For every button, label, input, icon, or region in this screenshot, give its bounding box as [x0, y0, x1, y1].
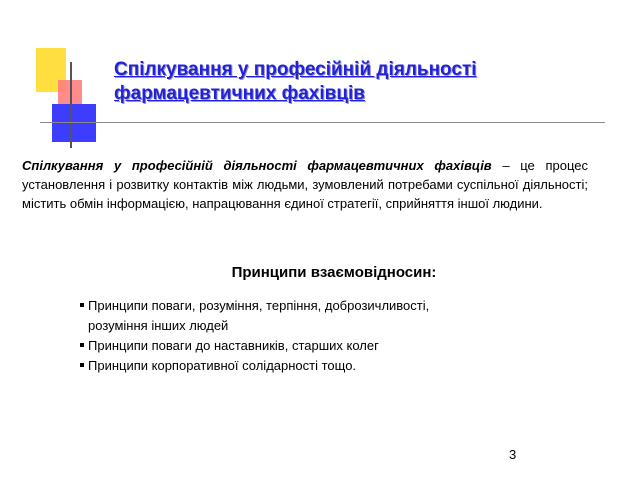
bullet-icon	[80, 363, 84, 367]
slide-title-line-2: фармацевтичних фахівців	[114, 83, 365, 104]
list-item-text: Принципи поваги до наставників, старших колег	[88, 338, 379, 353]
bullet-icon	[80, 343, 84, 347]
list-item-text: Принципи корпоративної солідарності тощо.	[88, 358, 357, 373]
slide-title	[114, 58, 584, 106]
decorative-vertical-line	[70, 62, 72, 148]
title-divider-line	[40, 122, 605, 123]
list-item-text: Принципи поваги, розуміння, терпіння, доброзичливості,	[88, 298, 430, 313]
principles-heading: Принципи взаємовідносин:	[231, 264, 437, 281]
list-item	[80, 336, 540, 356]
page-number: 3	[509, 447, 517, 462]
list-item	[80, 356, 540, 376]
slide-title-line-1: Спілкування у професійній діяльності	[114, 59, 477, 80]
intro-paragraph	[22, 156, 588, 213]
principles-list	[80, 296, 540, 376]
list-item-text-continued: розуміння інших людей	[88, 318, 229, 333]
list-item	[80, 296, 540, 336]
intro-term: Спілкування у професійній діяльності фармацевтичних фахівців	[22, 158, 492, 173]
decorative-blue-block	[52, 104, 96, 142]
bullet-icon	[80, 303, 84, 307]
intro-definition: – це процес установлення і розвитку контактів між людьми, зумовлений потребами суспільної діяльності; містить обмін інформацією, напрацювання єдиної стратегії, сприйняття іншої людини.	[22, 158, 589, 211]
